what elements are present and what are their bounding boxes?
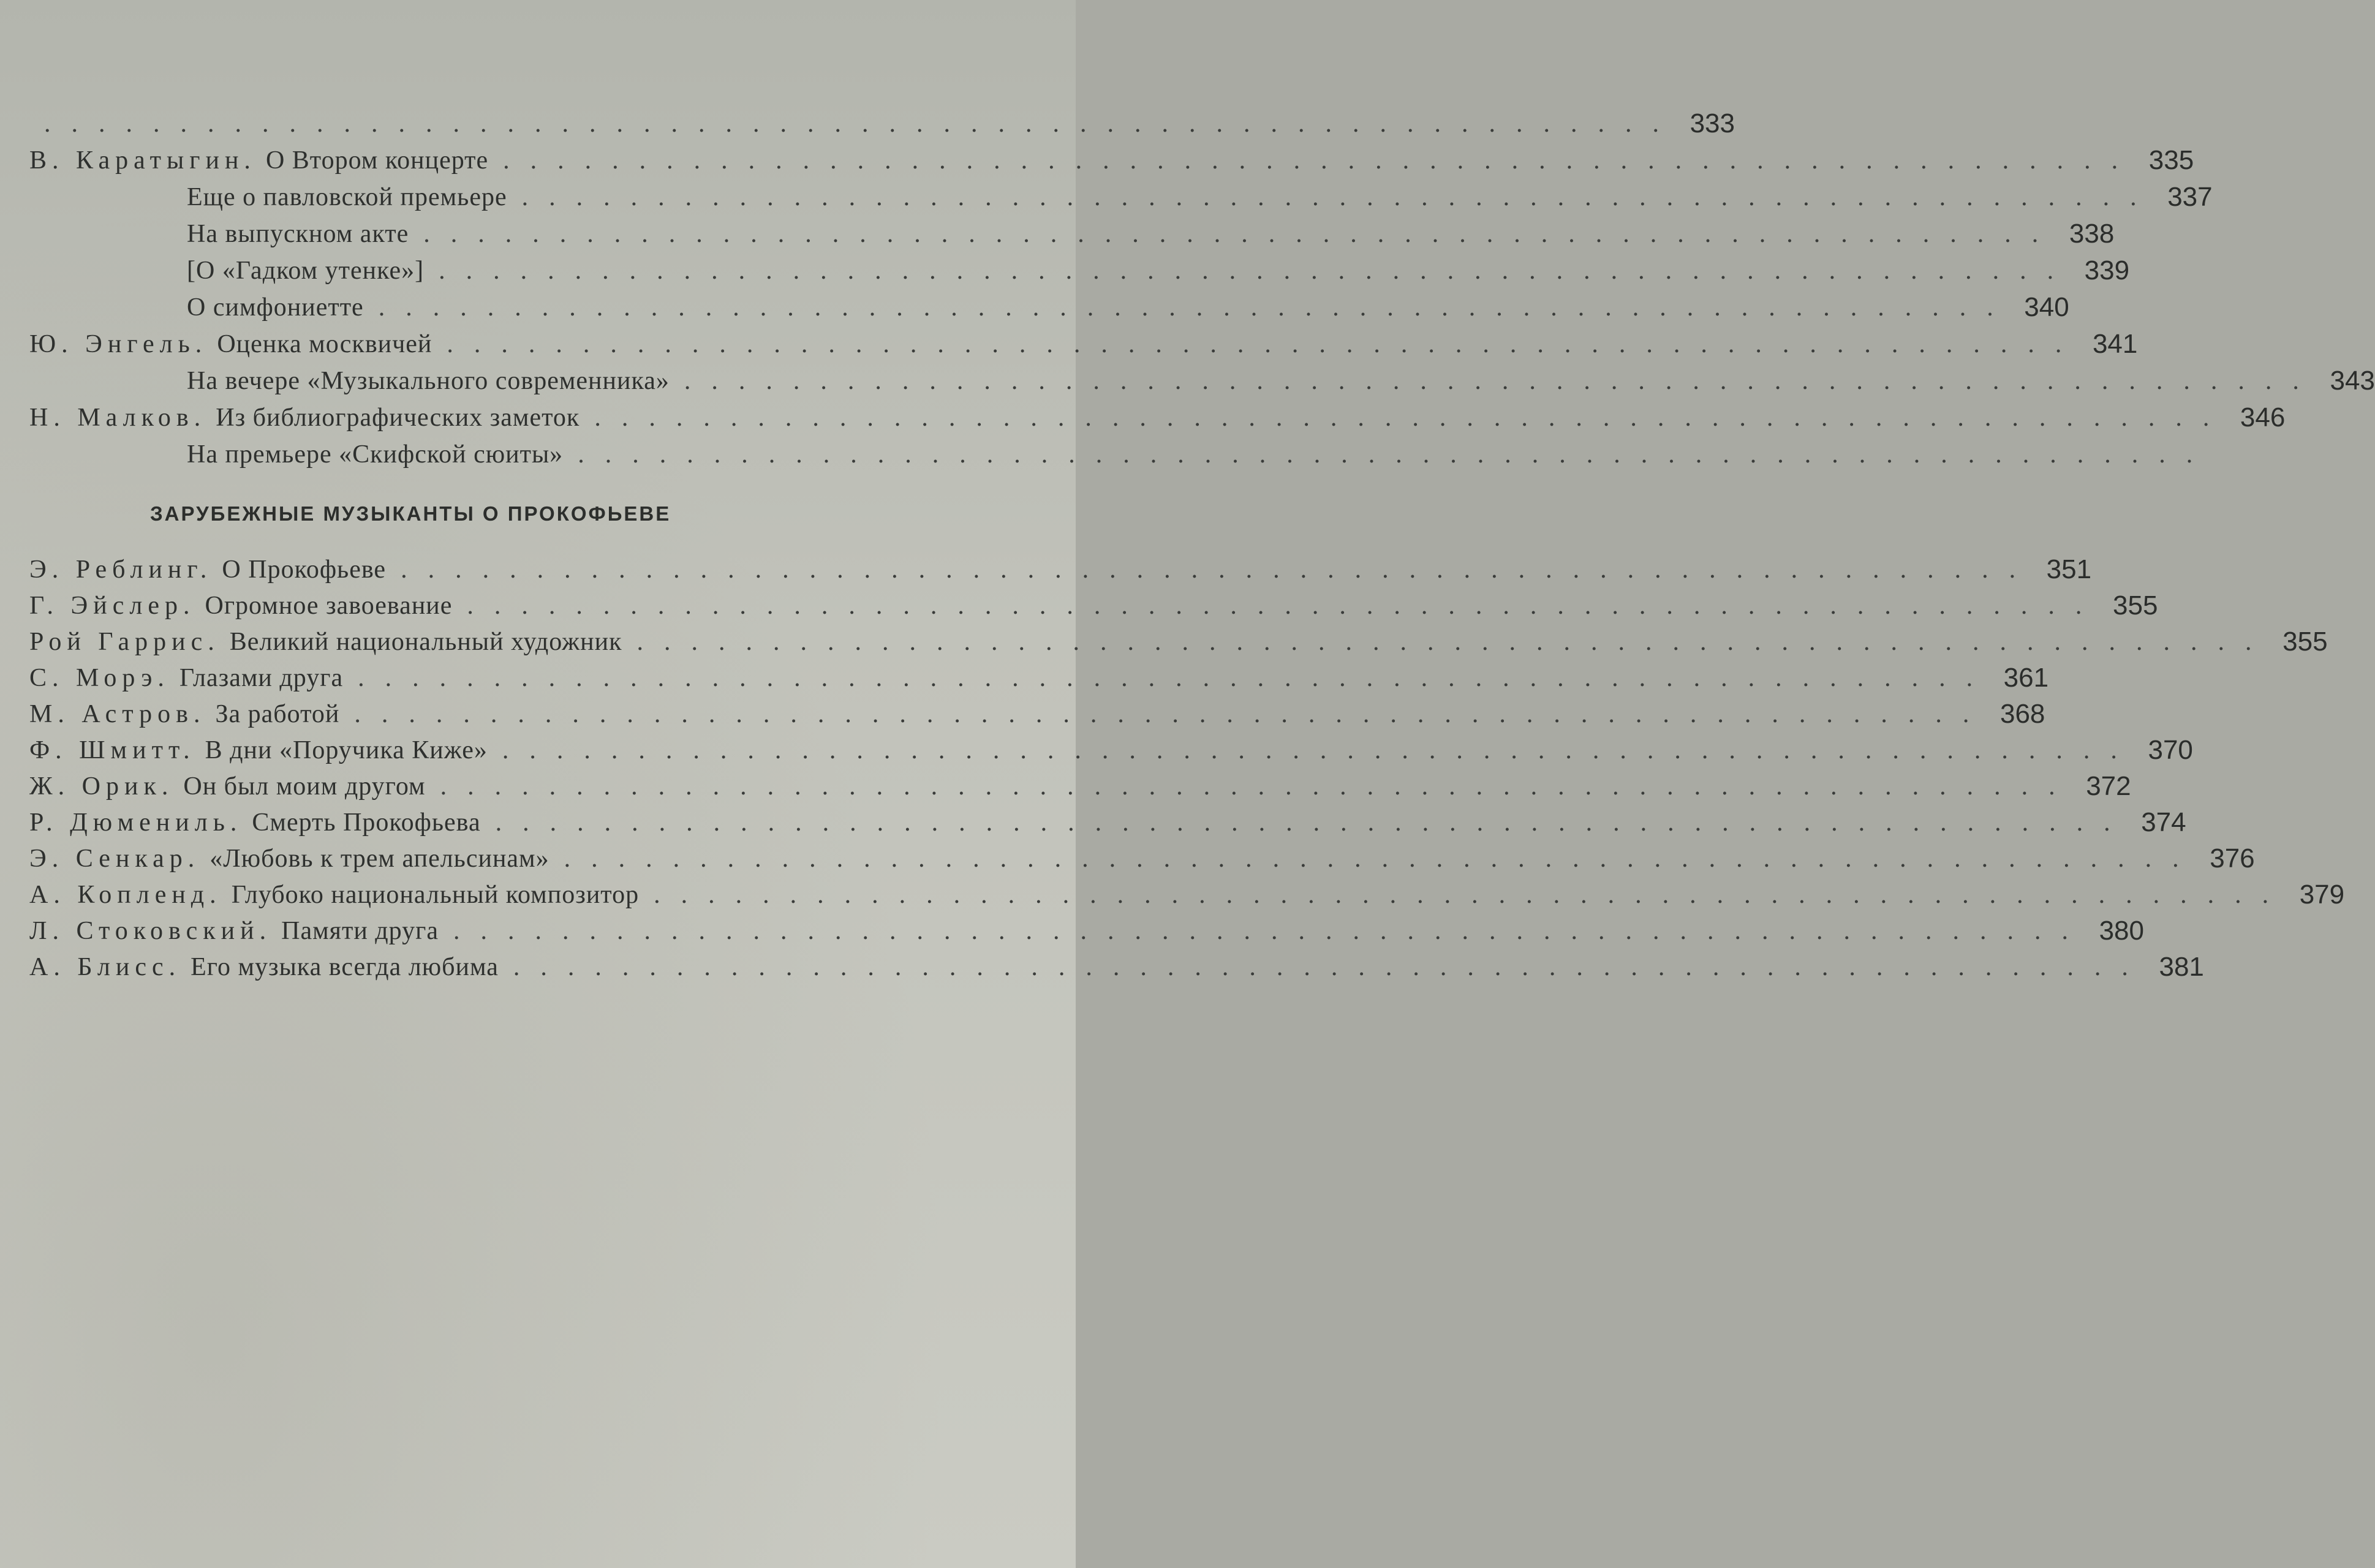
entry-author: С. Морэ. — [29, 664, 170, 692]
entry-author: Л. Стоковский. — [29, 917, 272, 945]
entry-title: Из библиографических заметок — [216, 404, 580, 432]
toc-entry — [29, 587, 2158, 624]
page-number: 337 — [2167, 182, 2213, 212]
page-number: 368 — [1999, 699, 2045, 729]
section-heading: ЗАРУБЕЖНЫЕ МУЗЫКАНТЫ О ПРОКОФЬЕВЕ — [150, 502, 671, 525]
leader-dots: ............................................................ — [423, 220, 2060, 248]
toc-entry — [29, 624, 2328, 660]
leader-dots: ............................................................ — [453, 917, 2089, 945]
page-number: 335 — [2148, 145, 2194, 175]
toc-entry — [29, 696, 2045, 733]
leader-dots: ............................................................ — [654, 881, 2290, 909]
entry-author: Э. Сенкар. — [29, 845, 200, 873]
page-number: 370 — [2148, 735, 2193, 765]
entry-title: На премьере «Скифской сюиты» — [187, 440, 564, 469]
toc-entry — [29, 142, 2194, 179]
leader-dots: ............................................................ — [447, 330, 2083, 358]
toc-entry — [29, 804, 2186, 841]
page-number: 346 — [2240, 402, 2286, 432]
entry-title: Его музыка всегда любима — [191, 953, 499, 981]
toc-entry — [29, 840, 2255, 877]
page-number: 338 — [2069, 219, 2115, 249]
toc-entry — [29, 876, 2345, 913]
entry-title: За работой — [215, 700, 340, 728]
toc-entry — [29, 399, 2286, 436]
leader-dots: ............................................................ — [578, 440, 2214, 469]
entry-author: Рой Гаррис. — [29, 628, 220, 656]
entry-author: М. Астров. — [29, 700, 206, 728]
page-number: 381 — [2159, 952, 2204, 982]
toc-entry — [187, 363, 2375, 399]
page-number: 361 — [2003, 663, 2049, 693]
toc-entry — [29, 732, 2193, 769]
page-number: 339 — [2084, 255, 2130, 285]
leader-dots: ............................................................ — [44, 110, 1680, 138]
entry-author: А. Блисс. — [29, 953, 181, 981]
toc-entry — [29, 768, 2131, 805]
leader-dots: ............................................................ — [354, 700, 1990, 728]
leader-dots: ............................................................ — [467, 592, 2103, 620]
page-number: 351 — [2046, 554, 2092, 584]
toc-entry — [29, 949, 2204, 986]
leader-dots: ............................................................ — [439, 257, 2075, 285]
leader-dots: ............................................................ — [503, 146, 2139, 175]
entry-title: [О «Гадком утенке»] — [187, 257, 425, 285]
leader-dots: ............................................................ — [564, 845, 2200, 873]
page-number: 379 — [2299, 880, 2345, 910]
toc-entry — [187, 252, 2130, 289]
page-number: 372 — [2086, 771, 2131, 801]
entry-author: Н. Малков. — [29, 404, 206, 432]
page-number: 374 — [2141, 807, 2186, 837]
page-number: 380 — [2099, 916, 2144, 946]
page-number: 340 — [2024, 292, 2069, 322]
entry-title: Он был моим другом — [183, 772, 426, 801]
toc-entry — [29, 660, 2049, 696]
entry-title: На выпускном акте — [187, 220, 409, 248]
entry-author: Ю. Энгель. — [29, 330, 208, 358]
leader-dots: ............................................................ — [401, 556, 2037, 584]
leader-dots: ............................................................ — [513, 953, 2149, 981]
toc-entry — [29, 551, 2092, 588]
entry-title: О Втором концерте — [265, 146, 489, 175]
toc-entry — [187, 216, 2115, 252]
page-number: 376 — [2210, 843, 2255, 873]
toc-entry — [187, 436, 2214, 473]
leader-dots: ............................................................ — [521, 183, 2158, 211]
page-number: 343 — [2330, 366, 2375, 396]
entry-title: О симфониетте — [187, 293, 364, 322]
entry-author: А. Копленд. — [29, 881, 222, 909]
leader-dots: ............................................................ — [636, 628, 2273, 656]
entry-title: Смерть Прокофьева — [252, 809, 481, 837]
toc-entry-top — [29, 105, 1735, 142]
leader-dots: ............................................................ — [378, 293, 2014, 322]
entry-author: Ф. Шмитт. — [29, 736, 195, 764]
leader-dots: ............................................................ — [684, 367, 2320, 395]
entry-title: Памяти друга — [281, 917, 439, 945]
leader-dots: ............................................................ — [440, 772, 2076, 801]
page-number: 333 — [1690, 108, 1735, 138]
entry-title: Великий национальный художник — [229, 628, 622, 656]
toc-entry — [187, 289, 2069, 326]
page-number: 355 — [2113, 590, 2158, 620]
entry-title: Огромное завоевание — [205, 592, 453, 620]
entry-author: Ж. Орик. — [29, 772, 174, 801]
entry-title: Глазами друга — [179, 664, 344, 692]
toc-entry — [187, 179, 2213, 216]
entry-title: В дни «Поручика Киже» — [205, 736, 488, 764]
entry-title: О Прокофьеве — [222, 556, 387, 584]
toc-entry — [29, 326, 2138, 363]
entry-title: Глубоко национальный композитор — [231, 881, 640, 909]
entry-author: Э. Реблинг. — [29, 556, 213, 584]
entry-title: Еще о павловской премьере — [187, 183, 507, 211]
leader-dots: ............................................................ — [495, 809, 2131, 837]
entry-author: Г. Эйслер. — [29, 592, 195, 620]
entry-title: Оценка москвичей — [217, 330, 432, 358]
entry-author: В. Каратыгин. — [29, 146, 256, 175]
entry-title: На вечере «Музыкального современника» — [187, 367, 670, 395]
leader-dots: ............................................................ — [594, 404, 2230, 432]
page-number: 355 — [2282, 627, 2328, 657]
toc-entry — [29, 913, 2144, 949]
leader-dots: ............................................................ — [502, 736, 2138, 764]
entry-author: Р. Дюмениль. — [29, 809, 243, 837]
leader-dots: ............................................................ — [358, 664, 1994, 692]
page-number: 341 — [2092, 329, 2138, 359]
entry-title: «Любовь к трем апельсинам» — [210, 845, 549, 873]
